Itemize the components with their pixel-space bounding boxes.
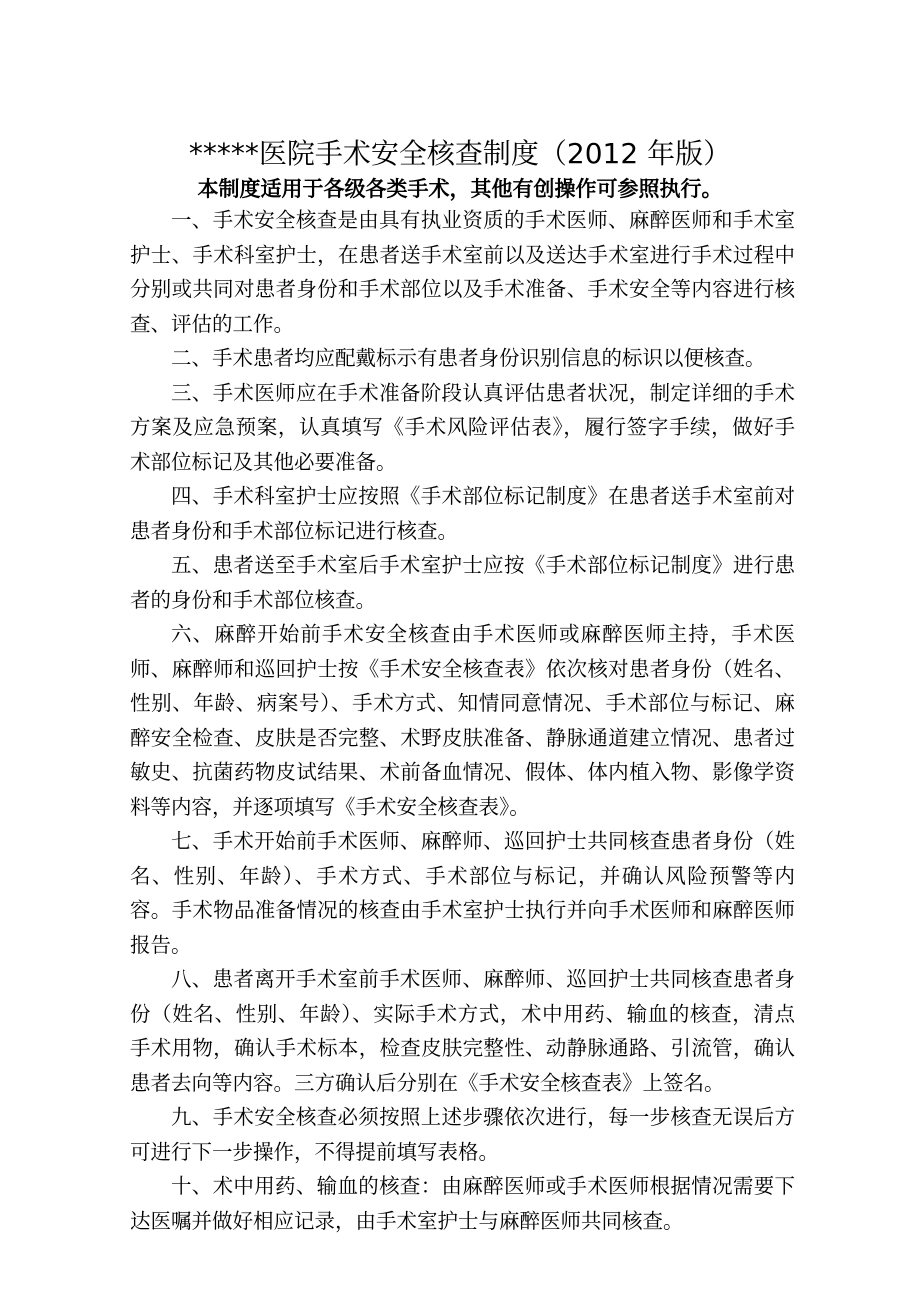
paragraph-2: 二、手术患者均应配戴标示有患者身份识别信息的标识以便核查。 bbox=[171, 346, 766, 370]
paragraph-1: 一、手术安全核查是由具有执业资质的手术医师、麻醉医师和手术室护士、手术科室护士，在患者送手术室前以及送达手术室进行手术过程中分别或共同对患者身份和手术部位以及手术准备、手术安全等内容进行核查、评估的工作。 bbox=[130, 208, 795, 336]
document-body bbox=[130, 203, 795, 1238]
document-title: *****医院手术安全核查制度（2012 年版） bbox=[188, 137, 732, 170]
paragraph-8: 八、患者离开手术室前手术医师、麻醉师、巡回护士共同核查患者身份（姓名、性别、年龄）、实际手术方式，术中用药、输血的核查，清点手术用物，确认手术标本，检查皮肤完整性、动静脉通路、引流管，确认患者去向等内容。三方确认后分别在《手术安全核查表》上签名。 bbox=[130, 967, 795, 1095]
paragraph-4: 四、手术科室护士应按照《手术部位标记制度》在患者送手术室前对患者身份和手术部位标记进行核查。 bbox=[130, 484, 795, 543]
document-subtitle: 本制度适用于各级各类手术，其他有创操作可参照执行。 bbox=[197, 177, 723, 201]
paragraph-7: 七、手术开始前手术医师、麻醉师、巡回护士共同核查患者身份（姓名、性别、年龄）、手术方式、手术部位与标记，并确认风险预警等内容。手术物品准备情况的核查由手术室护士执行并向手术医师和麻醉医师报告。 bbox=[130, 829, 795, 957]
paragraph-3: 三、手术医师应在手术准备阶段认真评估患者状况，制定详细的手术方案及应急预案，认真填写《手术风险评估表》，履行签字手续，做好手术部位标记及其他必要准备。 bbox=[130, 380, 795, 474]
paragraph-5: 五、患者送至手术室后手术室护士应按《手术部位标记制度》进行患者的身份和手术部位核查。 bbox=[130, 553, 795, 612]
paragraph-10: 十、术中用药、输血的核查：由麻醉医师或手术医师根据情况需要下达医嘱并做好相应记录，由手术室护士与麻醉医师共同核查。 bbox=[130, 1174, 795, 1233]
paragraph-6: 六、麻醉开始前手术安全核查由手术医师或麻醉医师主持，手术医师、麻醉师和巡回护士按《手术安全核查表》依次核对患者身份（姓名、性别、年龄、病案号）、手术方式、知情同意情况、手术部位与标记、麻醉安全检查、皮肤是否完整、术野皮肤准备、静脉通道建立情况、患者过敏史、抗菌药物皮试结果、术前备血情况、假体、体内植入物、影像学资料等内容，并逐项填写《手术安全核查表》。 bbox=[130, 622, 795, 819]
paragraph-9: 九、手术安全核查必须按照上述步骤依次进行，每一步核查无误后方可进行下一步操作，不得提前填写表格。 bbox=[130, 1105, 795, 1164]
